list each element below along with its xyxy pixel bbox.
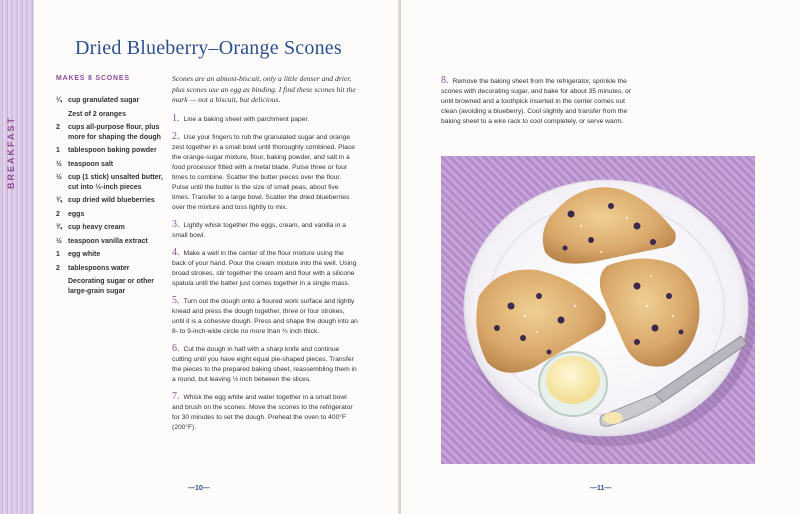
ingredient-item [56, 237, 166, 247]
ingredient-text: cups all-purpose flour, plus more for shaping the dough [68, 124, 161, 141]
ingredient-qty [56, 110, 68, 120]
step-text: Whisk the egg white and water together in a small bowl and brush on the scones. Move the scones to the refrigerator for 30 minutes to set the dough. Preheat the oven to 400°F (200°F). [172, 394, 353, 431]
step-text: Line a baking sheet with parchment paper. [183, 116, 310, 123]
method-step [172, 392, 358, 433]
ingredient-item [56, 250, 166, 260]
recipe-title: Dried Blueberry–Orange Scones [75, 37, 342, 59]
method-step [172, 220, 358, 241]
ingredient-text: tablespoons water [68, 264, 130, 272]
ingredient-item [56, 123, 166, 142]
ingredient-text: egg white [68, 251, 101, 258]
step-text: Lightly whisk together the eggs, cream, and vanilla in a small bowl. [172, 222, 346, 239]
ingredient-text: cup heavy cream [68, 224, 125, 231]
step-number: 4. [172, 247, 180, 258]
butter-on-knife [603, 412, 623, 424]
ingredient-item [56, 146, 166, 156]
ingredient-item [56, 264, 166, 274]
ingredient-text: Zest of 2 oranges [68, 110, 126, 118]
ingredient-qty: ¼ [56, 97, 62, 104]
ingredient-item [56, 96, 166, 106]
ingredient-text: Decorating sugar or other large-grain sugar [68, 278, 154, 295]
ingredient-text: cup granulated sugar [68, 97, 140, 104]
scones-photo [441, 156, 755, 464]
ingredient-qty: ¾ [56, 224, 62, 231]
page-number-right: —11— [590, 485, 612, 492]
step-text: Make a well in the center of the flour mixture using the back of your hand. Pour the cream mixture into the well. Using broad strokes, stir together the cream and flour with a silicone spatula until the batter just comes together in a single mass. [172, 250, 357, 287]
step-text: Cut the dough in half with a sharp knife and continue cutting until you have eight equal pie-shaped pieces. Transfer the pieces to the prepared baking sheet, reassembling them in a round, but leaving ½ inch between the slices. [172, 346, 357, 383]
ingredient-qty: 2 [56, 124, 60, 131]
method-step [172, 114, 358, 125]
step-text: Turn out the dough onto a floured work surface and lightly knead and press the dough together, three or four strokes, until it is a cohesive dough. Press and shape the dough into an 8- to 9-inch-wide circle no more than ¾ inch thick. [172, 298, 358, 335]
butter [546, 356, 600, 404]
ingredient-qty [56, 277, 68, 296]
method-steps [172, 114, 358, 440]
ingredient-qty: 1 [56, 251, 60, 258]
method-step [172, 344, 358, 385]
step-number: 3. [172, 219, 180, 230]
ingredient-text: cup dried wild blueberries [68, 197, 155, 204]
recipe-intro: Scones are an almost-biscuit, only a little denser and drier, plus scones use an egg as binding. I find these scones hit the mark — not a biscuit, but delicious. [172, 74, 356, 104]
ingredient-text: cup (1 stick) unsalted butter, cut into ½-inch pieces [68, 174, 163, 191]
method-step-8 [441, 76, 631, 127]
step-text: Remove the baking sheet from the refrigerator, sprinkle the scones with decorating sugar, and bake for about 35 minutes, or until browned and a toothpick inserted in the center comes out clean (avoiding a blueberry). Cool slightly and transfer from the baking sheet to a wire rack to cool completely, or serve warm. [441, 78, 631, 125]
ingredients-list [56, 96, 166, 300]
step-number: 8. [441, 75, 449, 86]
method-step [172, 248, 358, 289]
ingredient-qty: ½ [56, 174, 62, 181]
ingredient-text: teaspoon vanilla extract [68, 237, 148, 245]
page-number-left: —10— [188, 485, 210, 492]
step-number: 6. [172, 343, 180, 354]
ingredient-qty: ½ [56, 237, 62, 245]
ingredient-item [56, 196, 166, 206]
ingredient-text: tablespoon baking powder [68, 147, 157, 154]
ingredient-item [56, 160, 166, 170]
method-step [172, 132, 358, 213]
step-number: 2. [172, 131, 180, 142]
section-tab-label: BREAKFAST [6, 115, 16, 189]
ingredient-qty: 2 [56, 210, 60, 218]
ingredient-text: eggs [68, 210, 85, 218]
ingredient-item [56, 223, 166, 233]
step-number: 7. [172, 391, 180, 402]
ingredient-qty: 2 [56, 264, 60, 272]
ingredient-item [56, 210, 166, 220]
ingredient-qty: ¾ [56, 197, 62, 204]
ingredient-qty: ½ [56, 160, 62, 168]
ingredient-item [56, 110, 166, 120]
scones-illustration [441, 156, 755, 464]
step-number: 5. [172, 295, 180, 306]
ingredient-item [56, 277, 166, 296]
section-tab-stripe [0, 0, 34, 514]
ingredient-text: teaspoon salt [68, 160, 114, 168]
ingredients-heading: MAKES 8 SCONES [56, 75, 130, 82]
step-text: Use your fingers to rub the granulated sugar and orange zest together in a small bowl until thoroughly combined. Place the orange-sugar mixture, flour, baking powder, and salt in a food processor fitted with a metal blade. Pulse three or four times to combine. Scatter the butter pieces over the flour. Pulse until the butter is the size of small peas, about five times. Transfer to a large bowl. Scatter the dried blueberries over the mixture and toss lightly to mix. [172, 134, 355, 211]
ingredient-item [56, 173, 166, 192]
step-number: 1. [172, 113, 180, 124]
ingredient-qty: 1 [56, 147, 60, 154]
method-step [172, 296, 358, 337]
